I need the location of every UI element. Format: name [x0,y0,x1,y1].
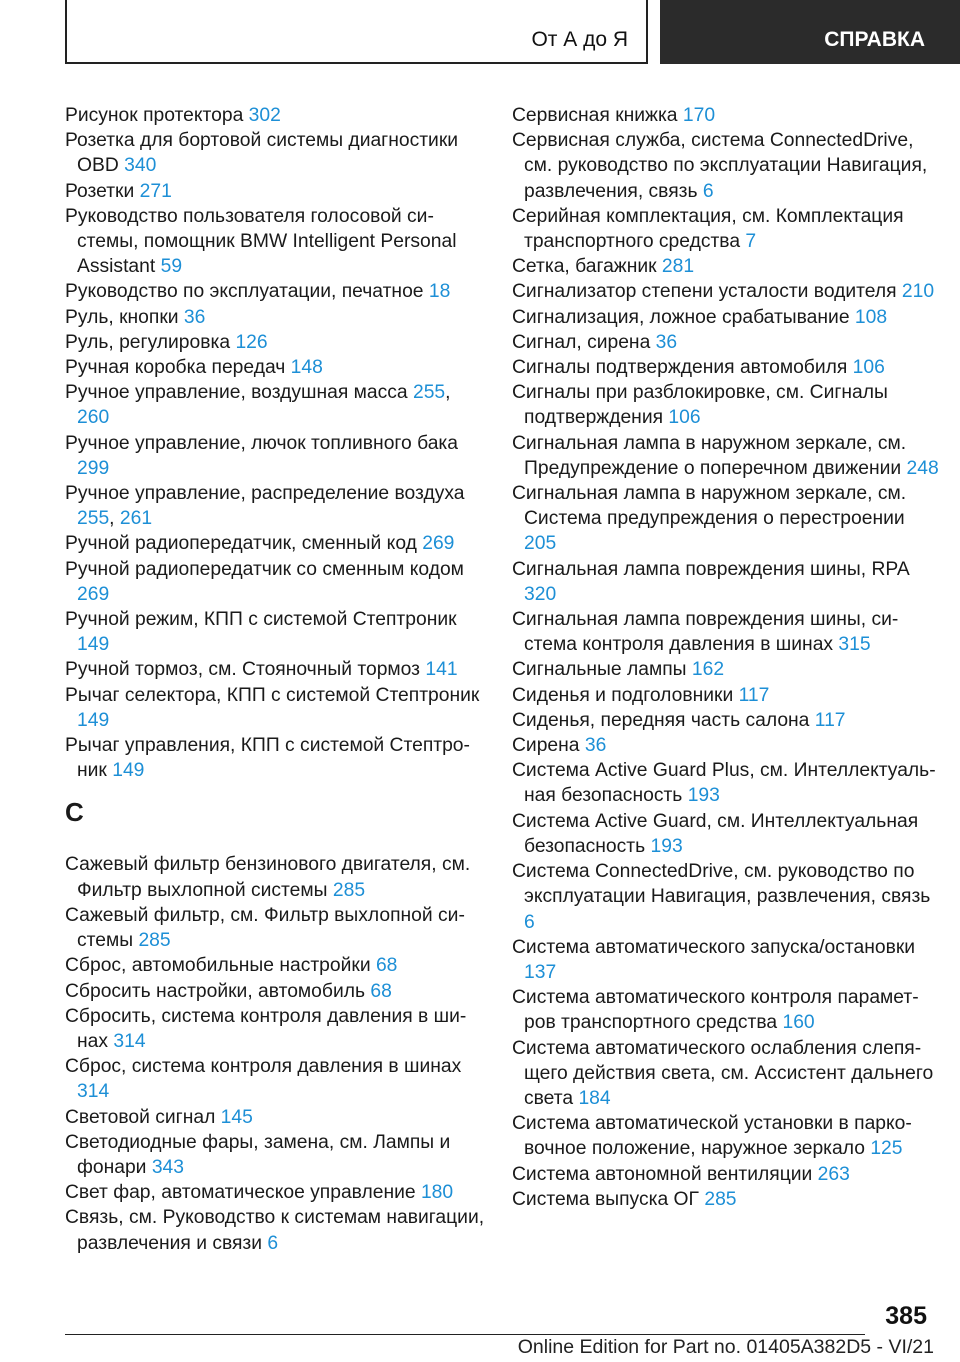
index-entry [512,1036,942,1112]
index-entry-text: Сиденья и подголовники [512,684,739,706]
index-entry [65,305,485,330]
index-entry-text: Сигнальная лампа повреждения шины, система контроля давления в шинах [512,609,899,656]
index-entry [512,657,942,682]
index-entry-text: Световой сигнал [65,1106,221,1128]
page-link[interactable]: 285 [138,930,171,952]
index-entry-text: Система автоматической установки в парковочное положение, наружное зеркало [512,1113,912,1160]
index-entry [512,733,942,758]
index-entry [512,607,942,657]
page-link[interactable]: 299 [77,457,110,479]
index-entry-text: Система автоматического контроля параметров транспортного средства [512,987,919,1034]
index-entry [512,279,942,304]
header-chapter-tab [660,0,960,64]
index-entry [512,859,942,935]
page-link[interactable]: 314 [113,1030,146,1052]
index-entry [65,953,485,978]
page-link[interactable]: 68 [375,955,398,977]
index-entry-text: Сигнальная лампа в наружном зеркале, см. Предупреждение о поперечном движении [512,432,907,479]
index-entry [512,103,942,128]
page-link[interactable]: 248 [906,457,939,479]
index-entry [65,103,485,128]
index-entry-text: Система ConnectedDrive, см. руководство по эксплуатации Навигация, развлечения, связь [512,861,931,908]
index-entry [65,481,485,531]
index-entry [65,128,485,178]
index-entry-text: Ручной радиопередатчик, сменный код [65,533,423,555]
page-link[interactable]: 36 [183,306,206,328]
index-entry-text: Ручное управление, воздушная масса [65,382,413,404]
index-entry [65,431,485,481]
page-link[interactable]: 137 [524,961,557,983]
index-entry-text: Сбросить, система контроля давления в шинах [65,1005,467,1052]
index-entry [65,903,485,953]
header-section-tab [65,0,648,64]
page-link[interactable]: 315 [838,634,871,656]
page-link[interactable]: 126 [235,331,268,353]
page-link[interactable]: 180 [420,1182,454,1204]
index-list-s [512,103,942,1212]
page-link[interactable]: 269 [422,533,455,555]
index-entry [512,481,942,557]
index-entry [65,1054,485,1104]
page-link[interactable]: 320 [524,583,557,605]
index-entry-text: Система выпуска ОГ [512,1188,705,1210]
index-entry [512,380,942,430]
index-entry [65,330,485,355]
index-entry-text: Ручной режим, КПП с системой Стептроник [65,609,457,631]
index-entry-text: Сигнальная лампа повреждения шины, RPA [512,558,909,580]
index-entry-text: Сигнализатор степени усталости водителя [512,281,902,303]
page-link[interactable]: 149 [77,709,110,731]
index-entry [512,431,942,481]
index-entry-text: Сирена [512,735,585,757]
index-entry-text: Сбросить настройки, автомобиль [65,980,371,1002]
page-link[interactable]: 193 [687,785,720,807]
page-link[interactable]: 117 [814,709,846,731]
index-entry [65,557,485,607]
index-entry-text: Руль, кнопки [65,306,184,328]
index-entry-text: Розетки [65,180,140,202]
index-entry-text: Система автономной вентиляции [512,1163,818,1185]
index-entry-text: Сигналы при разблокировке, см. Сигналы подтверждения [512,382,888,429]
index-entry [65,179,485,204]
index-entry-text: Серийная комплектация, см. Комплектация транспортного средства [512,205,904,253]
page-link[interactable]: 6 [524,911,535,933]
page-link[interactable]: 36 [655,331,678,353]
index-entry-text: Светодиодные фары, замена, см. Лампы и фонари [65,1131,451,1178]
page-link[interactable]: 148 [290,357,323,379]
page-link[interactable]: 285 [332,879,366,901]
index-entry [65,1004,485,1054]
page-number: 385 [885,1302,927,1330]
index-entry [65,733,485,783]
footer-divider [65,1334,865,1335]
page-link[interactable]: 193 [650,835,683,857]
index-entry-text: Руль, регулировка [65,331,236,353]
page-link[interactable]: 149 [112,760,145,782]
index-entry [512,1111,942,1161]
page-link[interactable]: 106 [852,357,885,379]
header-chapter-title: СПРАВКА [824,28,925,51]
page-link[interactable]: 210 [901,281,935,303]
index-entry [512,758,942,808]
index-entry [65,204,485,280]
page-link[interactable]: 263 [817,1163,850,1185]
page-link[interactable]: 285 [704,1188,737,1210]
page-link[interactable]: 343 [151,1156,184,1178]
index-entry-text: Ручной радиопередатчик со сменным кодом [65,558,464,580]
index-entry-text: Сажевый фильтр, см. Фильтр выхлопной системы [65,904,465,952]
index-entry [65,1205,485,1255]
index-entry [512,128,942,204]
page-link[interactable]: 302 [248,105,281,126]
index-entry [65,607,485,657]
index-entry [65,355,485,380]
section-letter: С [65,797,84,828]
index-entry [65,380,485,430]
page-link[interactable]: 117 [738,684,770,706]
page-separator: , [109,508,120,530]
index-entry [512,330,942,355]
footer-edition: Online Edition for Part no. 01405A382D5 - VI/21 [517,1336,934,1358]
page-link[interactable]: 36 [584,735,607,757]
index-entry-text: Руководство по эксплуатации, печатное [65,281,429,303]
index-entry-text: Сигнализация, ложное срабатывание [512,306,855,328]
index-entry [65,1180,485,1205]
index-entry-text: Система автоматического запуска/остановки [512,936,916,958]
index-entry [65,531,485,556]
index-entry [512,355,942,380]
page-link[interactable]: 261 [119,508,153,530]
index-column-left [65,103,485,1256]
page-link[interactable]: 18 [428,281,451,303]
index-entry [512,557,942,607]
index-entry [65,657,485,682]
index-list-c [65,852,485,1255]
index-entry-text: Рисунок протектора [65,105,249,126]
page-link[interactable]: 7 [745,231,757,253]
page-link[interactable]: 170 [682,105,716,126]
index-entry-text: Ручное управление, лючок топливного бака [65,432,459,454]
page-link[interactable]: 314 [77,1081,110,1103]
page-link[interactable]: 149 [77,634,110,656]
index-entry-text: Сигналы подтверждения автомобиля [512,357,853,379]
index-entry-text: Сервисная служба, система ConnectedDrive, см. руководство по эксплуатации Навигация, развлечения, связь [512,130,928,202]
page-link[interactable]: 59 [160,256,183,278]
page-link[interactable]: 340 [124,155,157,177]
index-entry [512,683,942,708]
index-entry-text: Сброс, автомобильные настройки [65,955,376,977]
index-entry-text: Ручной тормоз, см. Стояночный тормоз [65,659,426,681]
index-entry [65,852,485,902]
index-entry-text: Рычаг селектора, КПП с системой Стептроник [65,684,480,706]
page-link[interactable]: 281 [661,256,695,278]
index-entry [512,305,942,330]
index-entry-text: Связь, см. Руководство к системам навигации, развлечения и связи [65,1207,485,1254]
index-entry-text: Розетка для бортовой системы диагностики OBD [65,130,459,177]
page-link[interactable]: 145 [220,1106,253,1128]
index-entry-text: Свет фар, автоматическое управление [65,1182,421,1204]
index-entry-text: Рычаг управления, КПП с системой Стептроник [65,735,470,782]
index-entry [512,708,942,733]
page-link[interactable]: 271 [139,180,172,202]
page-link[interactable]: 68 [370,980,392,1002]
index-entry-text: Сиденья, передняя часть салона [512,709,815,731]
index-entry-text: Сброс, система контроля давления в шинах [65,1056,462,1078]
index-entry [65,1105,485,1130]
index-entry [512,204,942,254]
page-link[interactable]: 260 [77,407,110,429]
index-entry-text: Сигнальные лампы [512,659,692,681]
index-entry [512,935,942,985]
page-link[interactable]: 125 [870,1138,903,1160]
index-entry-text: Система автоматического ослабления слепящего действия света, см. Ассистент дальнего света [512,1037,934,1109]
index-entry [65,1130,485,1180]
header-section-title: От А до Я [531,28,628,51]
page-link[interactable]: 6 [267,1232,279,1254]
page-link[interactable]: 106 [668,407,701,429]
index-entry-text: Сигнал, сирена [512,331,656,353]
index-column-right [512,103,942,1212]
index-entry-text: Сажевый фильтр бензинового двигателя, см. Фильтр выхлопной системы [65,854,471,901]
page-link[interactable]: 162 [691,659,725,681]
index-entry [512,254,942,279]
index-entry [65,979,485,1004]
page-link[interactable]: 255 [412,382,446,404]
page-separator: , [445,382,451,404]
page-link[interactable]: 6 [702,180,714,202]
index-entry [512,1162,942,1187]
page-link[interactable]: 255 [77,508,110,530]
index-entry-text: Сетка, багажник [512,256,662,278]
page-link[interactable]: 141 [425,659,458,681]
index-entry-text: Сигнальная лампа в наружном зеркале, см. Система предупреждения о перестроении [512,483,907,530]
index-entry [512,985,942,1035]
index-entry-text: Ручная коробка передач [65,357,291,379]
index-entry [65,683,485,733]
index-entry-text: Система Active Guard, см. Интеллектуальная безопасность [512,810,919,857]
page-link[interactable]: 184 [578,1087,611,1109]
index-entry-text: Руководство пользователя голосовой системы, помощник BMW Intelligent Personal Assistant [65,205,457,278]
page-link[interactable]: 205 [524,533,557,555]
index-entry-text: Ручное управление, распределение воздуха [65,483,465,505]
index-entry-text: Сервисная книжка [512,105,683,126]
index-entry [65,279,485,304]
index-entry [512,809,942,859]
index-entry-text: Система Active Guard Plus, см. Интеллектуальная безопасность [512,760,936,807]
index-entry [512,1187,942,1212]
index-list-r [65,103,485,783]
page-link[interactable]: 160 [782,1012,815,1034]
page-link[interactable]: 269 [77,583,110,605]
page-link[interactable]: 108 [854,306,888,328]
